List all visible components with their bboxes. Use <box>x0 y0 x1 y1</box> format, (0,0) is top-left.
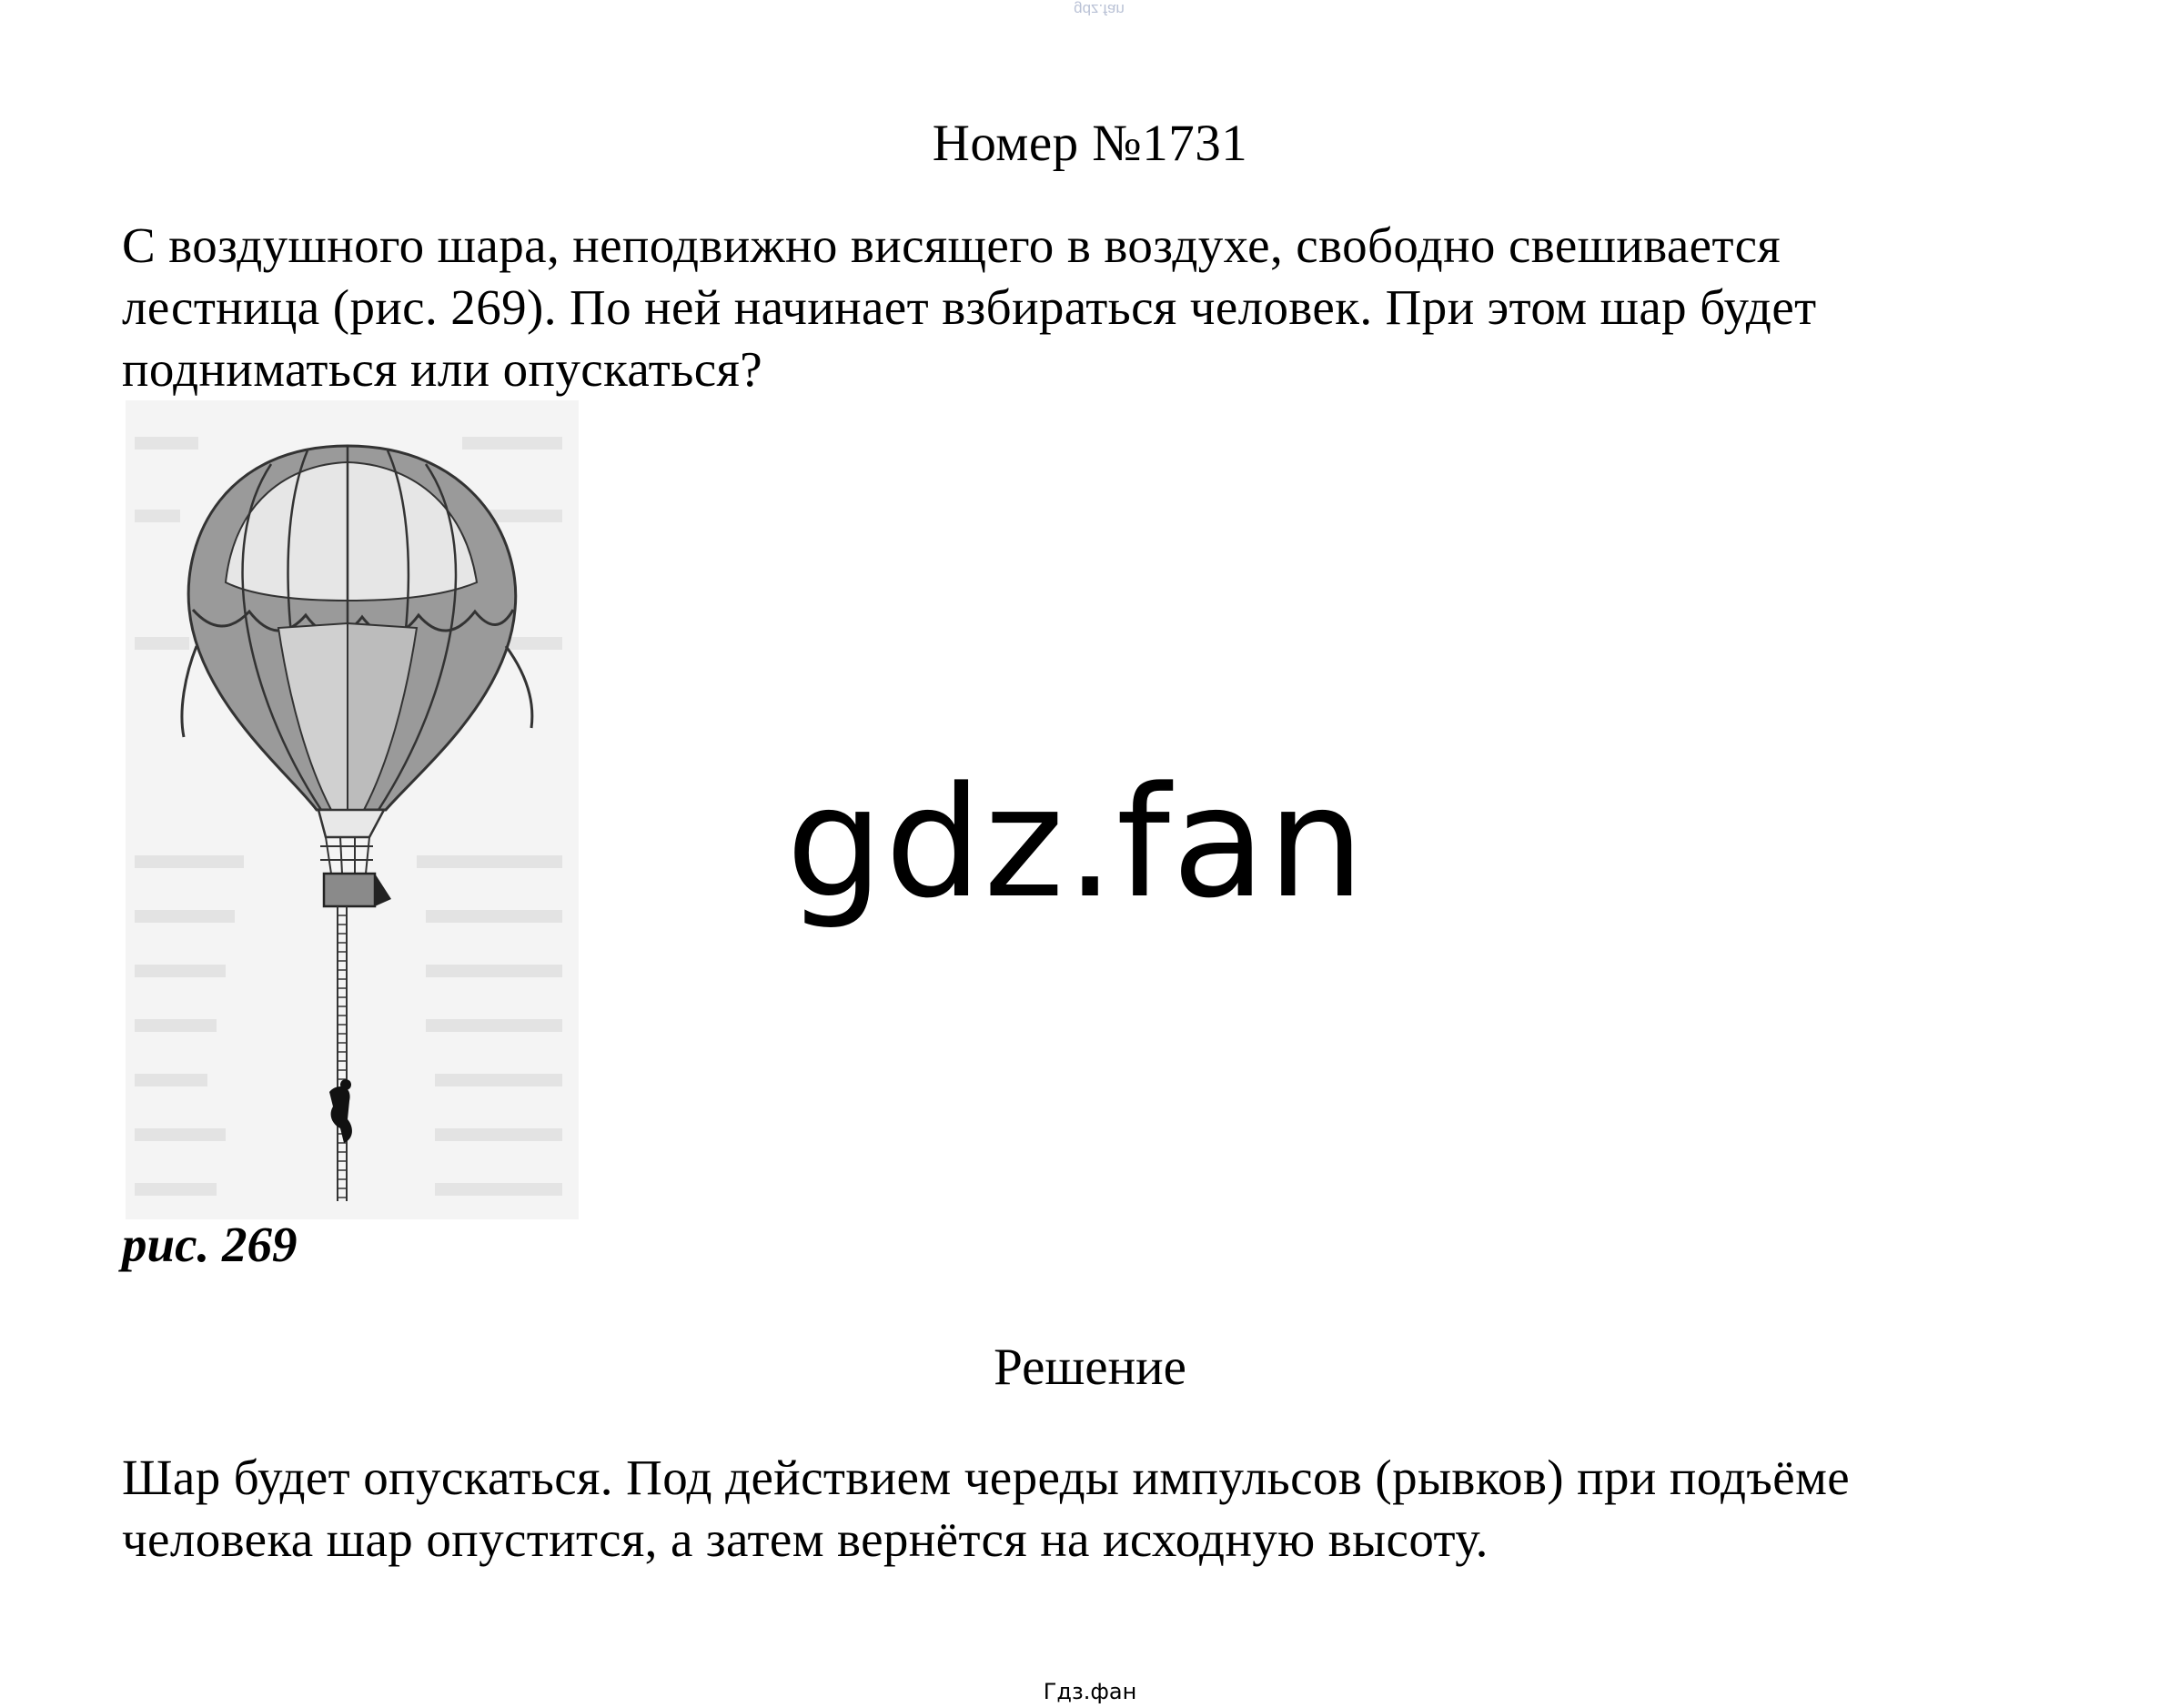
task-line: С воздушного шара, неподвижно висящего в воздухе, свободно свешивается <box>122 217 1781 273</box>
problem-heading: Номер №1731 <box>932 115 1248 172</box>
solution-heading: Решение <box>994 1339 1186 1396</box>
site-watermark: gdz.fan <box>786 753 1367 932</box>
task-text <box>122 215 2078 400</box>
balloon-figure <box>126 400 579 1219</box>
answer-line: человека шар опустится, а затем вернётся на исходную высоту. <box>122 1511 1489 1567</box>
page-footer: Гдз.фан <box>1043 1679 1137 1704</box>
figure-caption: рис. 269 <box>122 1217 298 1272</box>
answer-line: Шар будет опускаться. Под действием череды импульсов (рывков) при подъёме <box>122 1450 1851 1505</box>
task-line: лестница (рис. 269). По ней начинает взбираться человек. При этом шар будет <box>122 279 1817 335</box>
hot-air-balloon-icon <box>126 400 579 1219</box>
answer-text <box>122 1447 2078 1571</box>
task-line: подниматься или опускаться? <box>122 341 763 397</box>
top-watermark: gdz.fan <box>1074 1 1125 18</box>
